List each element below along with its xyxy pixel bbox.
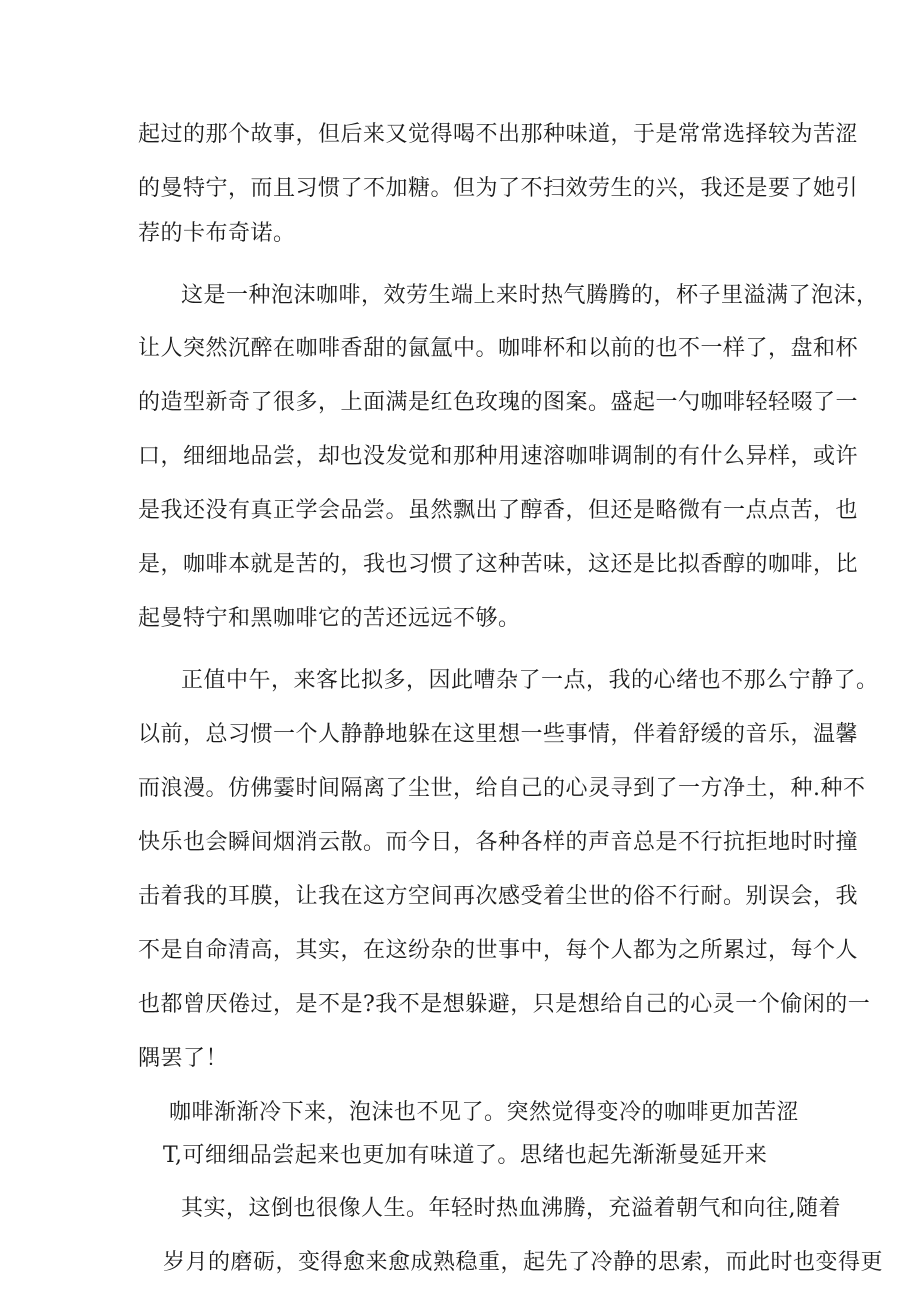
paragraph-line: 也都曾厌倦过，是不是?我不是想躲避，只是想给自己的心灵一个偷闲的一	[138, 992, 871, 1017]
paragraph-line: 快乐也会瞬间烟消云散。而今日，各种各样的声音总是不行抗拒地时时撞	[138, 830, 859, 855]
paragraph-line: 这是一种泡沫咖啡，效劳生端上来时热气腾腾的，杯子里溢满了泡沫，	[181, 283, 879, 308]
paragraph-line: 的造型新奇了很多，上面满是红色玫瑰的图案。盛起一勺咖啡轻轻啜了一	[138, 390, 859, 415]
paragraph-line: T,可细细品尝起来也更加有味道了。思绪也起先渐渐曼延开来	[163, 1143, 768, 1168]
paragraph-line: 正值中午，来客比拟多，因此嘈杂了一点，我的心绪也不那么宁静了。	[181, 668, 879, 693]
paragraph-line: 而浪漫。仿佛霎时间隔离了尘世，给自己的心灵寻到了一方净土，种.种不	[138, 776, 866, 801]
paragraph-line: 口，细细地品尝，却也没发觉和那种用速溶咖啡调制的有什么异样，或许	[138, 444, 859, 469]
paragraph-line: 岁月的磨砺，变得愈来愈成熟稳重，起先了冷静的思索，而此时也变得更	[163, 1250, 884, 1275]
paragraph-line: 其实，这倒也很像人生。年轻时热血沸腾，充溢着朝气和向往,随着	[181, 1196, 841, 1221]
paragraph-line: 起曼特宁和黑咖啡它的苦还远远不够。	[138, 606, 521, 631]
paragraph-line: 是，咖啡本就是苦的，我也习惯了这种苦味，这还是比拟香醇的咖啡，比	[138, 552, 859, 577]
paragraph-line: 让人突然沉醉在咖啡香甜的氤氲中。咖啡杯和以前的也不一样了，盘和杯	[138, 336, 859, 361]
paragraph-line: 击着我的耳膜，让我在这方空间再次感受着尘世的俗不行耐。别误会，我	[138, 884, 859, 909]
paragraph-line: 隅罢了！	[138, 1046, 229, 1071]
paragraph-line: 不是自命清高，其实，在这纷杂的世事中，每个人都为之所累过，每个人	[138, 938, 859, 963]
paragraph-line: 咖啡渐渐冷下来，泡沫也不见了。突然觉得变冷的咖啡更加苦涩	[169, 1100, 800, 1125]
paragraph-line: 荐的卡布奇诺。	[138, 221, 296, 246]
paragraph-line: 起过的那个故事，但后来又觉得喝不出那种味道，于是常常选择较为苦涩	[138, 122, 859, 147]
paragraph-line: 是我还没有真正学会品尝。虽然飘出了醇香，但还是略微有一点点苦，也	[138, 498, 859, 523]
paragraph-line: 的曼特宁，而且习惯了不加糖。但为了不扫效劳生的兴，我还是要了她引	[138, 176, 859, 201]
paragraph-line: 以前，总习惯一个人静静地躲在这里想一些事情，伴着舒缓的音乐，温馨	[138, 722, 859, 747]
